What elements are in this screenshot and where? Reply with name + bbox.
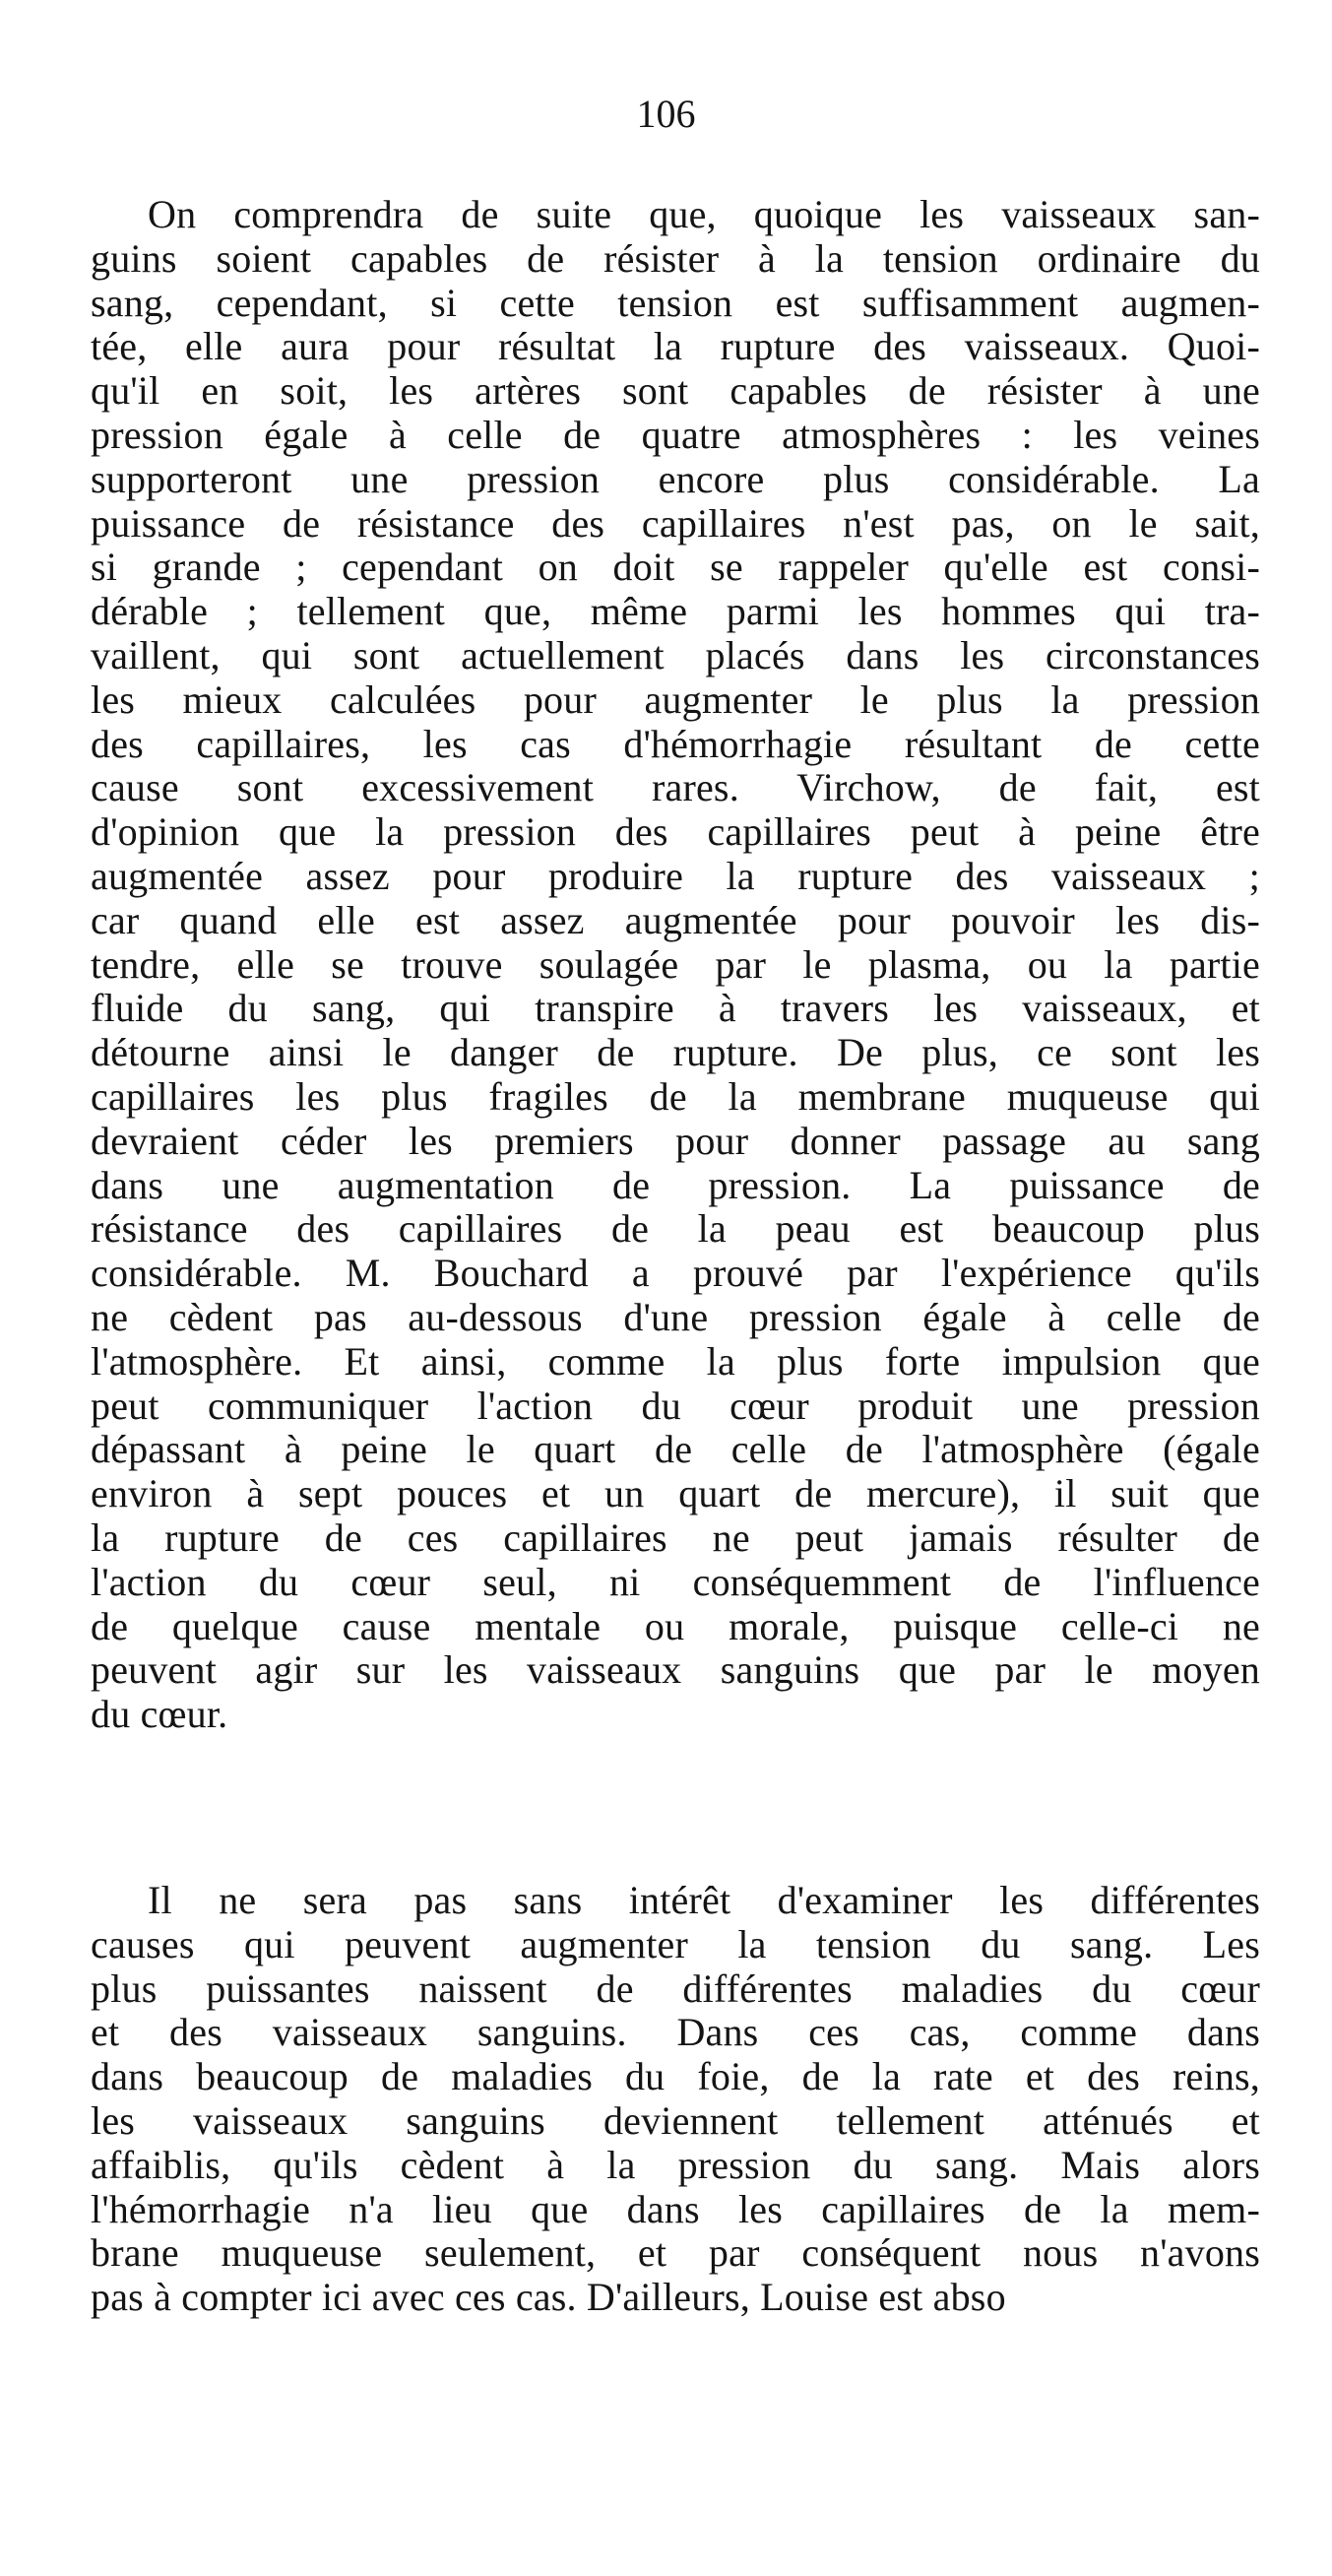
text-line: guins soient capables de résister à la tension ordinaire du: [91, 235, 1260, 281]
text-line: On comprendra de suite que, quoique les vaisseaux san-: [148, 192, 1260, 236]
text-line: dérable ; tellement que, même parmi les hommes qui tra-: [91, 589, 1260, 634]
text-line: dépassant à peine le quart de celle de l'atmosphère (égale: [91, 1427, 1260, 1472]
text-line: devraient céder les premiers pour donner passage au sang: [91, 1118, 1260, 1163]
text-line: augmentée assez pour produire la rupture des vaisseaux ;: [91, 853, 1260, 898]
text-line: les vaisseaux sanguins deviennent tellement atténués et: [91, 2097, 1260, 2143]
text-line: brane muqueuse seulement, et par conséquent nous n'avons: [91, 2230, 1260, 2276]
paragraph-2: [91, 1879, 1260, 2320]
text-line: cause sont excessivement rares. Virchow, de fait, est: [91, 765, 1260, 810]
text-line: tée, elle aura pour résultat la rupture des vaisseaux. Quoi-: [91, 324, 1260, 369]
text-line: vaillent, qui sont actuellement placés dans les circonstances: [91, 632, 1260, 677]
text-line: pas à compter ici avec ces cas. D'ailleurs, Louise est abso: [91, 2275, 1006, 2320]
text-line: tendre, elle se trouve soulagée par le plasma, ou la partie: [91, 941, 1260, 987]
text-line: pression égale à celle de quatre atmosphères : les veines: [91, 412, 1260, 457]
page-number: 106: [636, 92, 696, 136]
text-line: et des vaisseaux sanguins. Dans ces cas, comme dans: [91, 2010, 1260, 2055]
text-line: Il ne sera pas sans intérêt d'examiner les différentes: [148, 1878, 1260, 1922]
text-line: qu'il en soit, les artères sont capables de résister à une: [91, 368, 1260, 414]
text-line: résistance des capillaires de la peau est beaucoup plus: [91, 1206, 1260, 1252]
text-line: détourne ainsi le danger de rupture. De plus, ce sont les: [91, 1030, 1260, 1075]
text-line: de quelque cause mentale ou morale, puisque celle-ci ne: [91, 1603, 1260, 1648]
text-line: l'hémorrhagie n'a lieu que dans les capillaires de la mem-: [91, 2186, 1260, 2231]
text-line: l'atmosphère. Et ainsi, comme la plus forte impulsion que: [91, 1338, 1260, 1384]
text-line: sang, cependant, si cette tension est suffisamment augmen-: [91, 280, 1260, 325]
text-line: peuvent agir sur les vaisseaux sanguins que par le moyen: [91, 1647, 1260, 1693]
text-line: d'opinion que la pression des capillaires peut à peine être: [91, 809, 1260, 855]
text-line: dans beaucoup de maladies du foie, de la rate et des reins,: [91, 2054, 1260, 2099]
text-line: fluide du sang, qui transpire à travers les vaisseaux, et: [91, 986, 1260, 1031]
text-line: du cœur.: [91, 1692, 228, 1737]
text-line: affaiblis, qu'ils cèdent à la pression du sang. Mais alors: [91, 2142, 1260, 2187]
text-line: la rupture de ces capillaires ne peut jamais résulter de: [91, 1514, 1260, 1560]
paragraph-1: [91, 193, 1260, 1737]
text-line: environ à sept pouces et un quart de mercure), il suit que: [91, 1471, 1260, 1516]
text-line: considérable. M. Bouchard a prouvé par l'expérience qu'ils: [91, 1251, 1260, 1296]
text-line: plus puissantes naissent de différentes maladies du cœur: [91, 1965, 1260, 2011]
text-line: car quand elle est assez augmentée pour pouvoir les dis-: [91, 897, 1260, 942]
text-line: supporteront une pression encore plus considérable. La: [91, 456, 1260, 501]
text-line: ne cèdent pas au-dessous d'une pression égale à celle de: [91, 1294, 1260, 1339]
text-line: des capillaires, les cas d'hémorrhagie résultant de cette: [91, 721, 1260, 766]
text-line: l'action du cœur seul, ni conséquemment de l'influence: [91, 1559, 1260, 1604]
text-line: les mieux calculées pour augmenter le plus la pression: [91, 676, 1260, 722]
text-line: causes qui peuvent augmenter la tension du sang. Les: [91, 1921, 1260, 1966]
text-line: si grande ; cependant on doit se rappeler qu'elle est consi-: [91, 545, 1260, 590]
text-line: puissance de résistance des capillaires n'est pas, on le sait,: [91, 500, 1260, 546]
text-line: capillaires les plus fragiles de la membrane muqueuse qui: [91, 1073, 1260, 1119]
text-line: dans une augmentation de pression. La puissance de: [91, 1162, 1260, 1207]
text-line: peut communiquer l'action du cœur produit une pression: [91, 1383, 1260, 1428]
